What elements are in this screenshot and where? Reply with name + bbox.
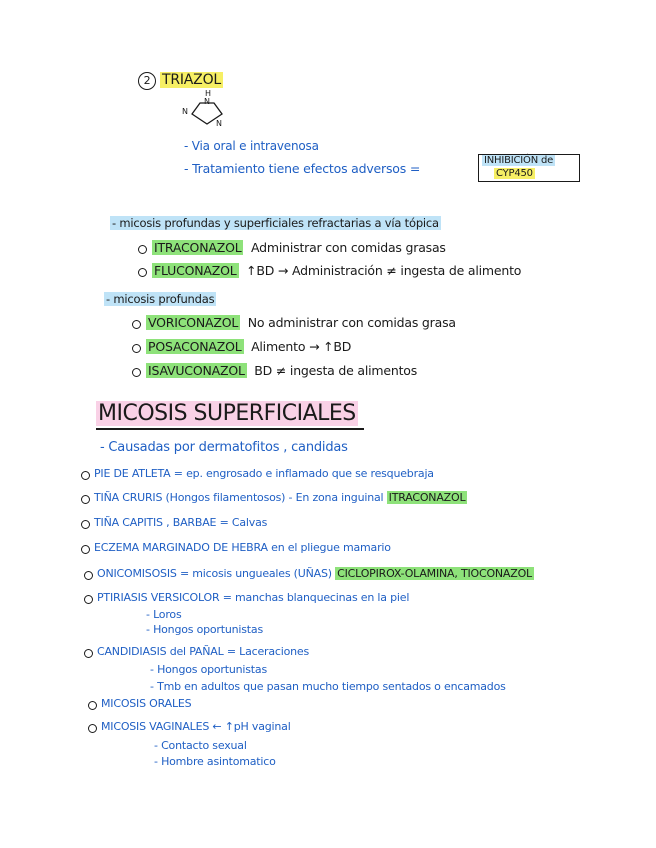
ptiriasis-sub-2: - Hongos oportunistas xyxy=(146,623,263,636)
pie-atleta-line: PIE DE ATLETA = ep. engrosado e inflamado que se resquebraja xyxy=(94,467,434,480)
triazol-title: TRIAZOL xyxy=(162,72,221,88)
triazol-adverse-effects: - Tratamiento tiene efectos adversos = xyxy=(184,161,421,176)
isavuconazol-text: BD ≠ ingesta de alimentos xyxy=(254,363,418,378)
tina-capitis-line: TIÑA CAPITIS , BARBAE = Calvas xyxy=(94,516,268,529)
ptiriasis-sub-1: - Loros xyxy=(146,608,182,621)
voriconazol-name: VORICONAZOL xyxy=(148,315,239,330)
vaginales-sub-2: - Hombre asintomatico xyxy=(154,755,276,768)
fluconazol-name: FLUCONAZOL xyxy=(154,263,237,278)
candidiasis-line: CANDIDIASIS del PAÑAL = Laceraciones xyxy=(97,645,309,658)
deep-superficial-heading: - micosis profundas y superficiales refractarias a vía tópica xyxy=(112,216,439,230)
vaginales-sub-1: - Contacto sexual xyxy=(154,739,247,752)
bullet-fluconazol xyxy=(138,268,147,277)
posaconazol-line xyxy=(146,341,351,354)
cyp450-box-line2: CYP450 xyxy=(496,168,533,179)
fluconazol-line xyxy=(152,265,521,278)
bullet-posaconazol xyxy=(132,344,141,353)
bullet-isavuconazol xyxy=(132,368,141,377)
section-number: 2 xyxy=(138,72,156,90)
voriconazol-text: No administrar con comidas grasa xyxy=(247,315,456,330)
atom-n-left: N xyxy=(182,107,188,116)
onicomisosis-drugs: CICLOPIROX-OLAMINA, TIOCONAZOL xyxy=(337,567,532,580)
section-triazol-heading xyxy=(138,72,223,90)
triazol-route: - Via oral e intravenosa xyxy=(184,139,319,153)
atom-n-bottom: N xyxy=(216,119,222,128)
bullet-tina-capitis xyxy=(81,520,90,529)
title-underline xyxy=(96,428,364,430)
voriconazol-line xyxy=(146,317,456,330)
atom-h: H xyxy=(205,89,211,98)
atom-n-top: N xyxy=(204,97,210,106)
itraconazol-text: Administrar con comidas grasas xyxy=(251,240,446,255)
onicomisosis-line xyxy=(97,568,534,579)
posaconazol-name: POSACONAZOL xyxy=(148,339,242,354)
bullet-voriconazol xyxy=(132,320,141,329)
posaconazol-text: Alimento → ↑BD xyxy=(251,339,352,354)
triazole-structure xyxy=(178,90,238,130)
bullet-micosis-vaginales xyxy=(88,724,97,733)
tina-cruris-line xyxy=(94,492,467,503)
causes-line: - Causadas por dermatofitos , candidas xyxy=(100,440,348,455)
bullet-tina-cruris xyxy=(81,495,90,504)
bullet-onicomisosis xyxy=(84,571,93,580)
candidiasis-sub-1: - Hongos oportunistas xyxy=(150,663,267,676)
itraconazol-line xyxy=(152,242,446,255)
isavuconazol-name: ISAVUCONAZOL xyxy=(148,363,245,378)
cyp450-box-line1: INHIBICIÓN de xyxy=(484,155,554,166)
bullet-ptiriasis xyxy=(84,595,93,604)
candidiasis-sub-2: - Tmb en adultos que pasan mucho tiempo sentados o encamados xyxy=(150,680,506,693)
bullet-candidiasis xyxy=(84,649,93,658)
bullet-eczema xyxy=(81,545,90,554)
eczema-line: ECZEMA MARGINADO DE HEBRA en el pliegue mamario xyxy=(94,541,391,554)
isavuconazol-line xyxy=(146,365,417,378)
deep-heading: - micosis profundas xyxy=(106,292,215,306)
ptiriasis-line: PTIRIASIS VERSICOLOR = manchas blanquecinas en la piel xyxy=(97,591,410,604)
bullet-itraconazol xyxy=(138,245,147,254)
superficial-mycoses-title: MICOSIS SUPERFICIALES xyxy=(98,401,356,426)
fluconazol-text: ↑BD → Administración ≠ ingesta de alimento xyxy=(246,263,522,278)
bullet-pie-atleta xyxy=(81,471,90,480)
bullet-micosis-orales xyxy=(88,701,97,710)
micosis-vaginales-line: MICOSIS VAGINALES ← ↑pH vaginal xyxy=(101,720,291,733)
tina-cruris-text: TIÑA CRURIS (Hongos filamentosos) - En zona inguinal xyxy=(94,491,384,504)
tina-cruris-drug: ITRACONAZOL xyxy=(388,491,466,504)
itraconazol-name: ITRACONAZOL xyxy=(154,240,242,255)
micosis-orales-line: MICOSIS ORALES xyxy=(101,697,192,710)
onicomisosis-text: ONICOMISOSIS = micosis ungueales (UÑAS) xyxy=(97,567,332,580)
